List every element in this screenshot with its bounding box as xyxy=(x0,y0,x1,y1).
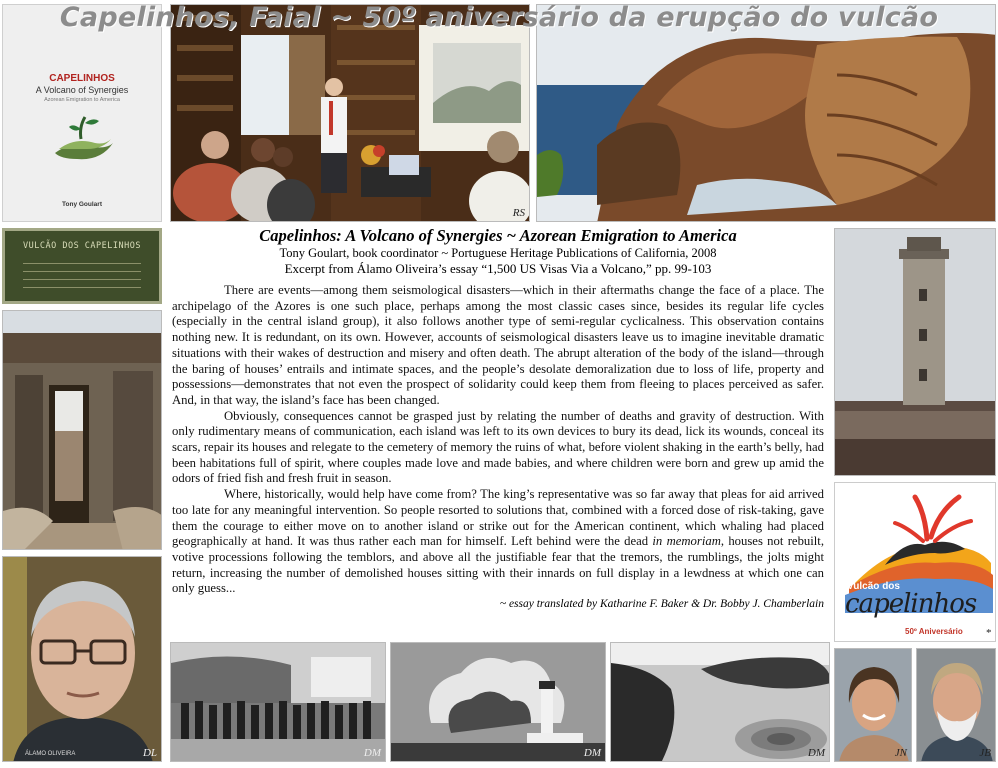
crater-photo xyxy=(610,642,830,762)
photo-credit-dm-3: DM xyxy=(807,747,825,759)
article-title: Capelinhos: A Volcano of Synergies ~ Azorean Emigration to America xyxy=(259,226,737,245)
vulcao-capelinhos-logo xyxy=(834,482,996,642)
ruined-doorway-photo xyxy=(2,310,162,550)
capelinhos-lighthouse-photo xyxy=(834,228,996,476)
logo-anniversary: 50º Aniversário xyxy=(905,627,963,636)
article-byline: Tony Goulart, book coordinator ~ Portuguese Heritage Publications of California, 2008 xyxy=(279,246,717,260)
photo-credit-jn: JN xyxy=(894,747,907,759)
in-memoriam-emphasis: in memoriam xyxy=(652,534,721,549)
photo-credit-jb: JB xyxy=(979,747,991,759)
article-excerpt-source: Excerpt from Álamo Oliveira’s essay “1,500 US Visas Via a Volcano,” pp. 99-103 xyxy=(284,261,712,276)
portrait-bobby-chamberlain xyxy=(916,648,996,762)
article xyxy=(172,226,824,638)
logo-name-main: capelinhos xyxy=(845,589,977,619)
portrait-katharine-baker xyxy=(834,648,912,762)
logo-credit: * xyxy=(985,627,991,639)
article-paragraph-3: Where, historically, would help have come from? The king’s representative was so far away that pleas for aid arrived too late for any meaningful intervention. So people resorted to solutions that, combined with a forced dose of risk-taking, gave them the courage to either move on to another island or strike out for the American continent, which whaling had placed geographically at hand. It was thus rather each man for himself. Left behind were the dead in memoriam, houses not rebuilt, votive processions following the temblors, and above all the justifiable fear that the tremors, the rumblings, the jolts might return, increasing the number of demolished houses sitting with their innards on full display in a lewdness at which one can only guess... xyxy=(172,487,824,596)
article-paragraph-2: Obviously, consequences cannot be grasped just by relating the number of deaths and gravity of destruction. With only rudimentary means of communication, each island was left to its own devices to bury its dead, lick its wounds, conceal its scars, repair its houses and relegate to the cemetery of memory the ruins of what, before violent shaking in the earth’s belly, had been habitations full of spirit, where couples made love and made babies, and where children were born and grew up amid the odors of fried fish and fresh fruit in season. xyxy=(172,408,824,486)
photo-credit-dm-2: DM xyxy=(583,747,601,759)
book-subtitle: A Volcano of Synergies xyxy=(35,85,129,95)
book-author: Tony Goulart xyxy=(62,201,102,208)
photo-credit-dm-1: DM xyxy=(363,747,381,759)
photo-credit-dl: DL xyxy=(142,747,157,759)
portrait-caption: ÁLAMO OLIVEIRA xyxy=(25,751,76,757)
book-tagline: Azorean Emigration to America xyxy=(44,97,120,103)
vulcao-plaque xyxy=(2,228,162,304)
page-banner-title: Capelinhos, Faial ~ 50º aniversário da erupção do vulcão xyxy=(59,2,939,33)
translation-note: ~ essay translated by Katharine F. Baker & Dr. Bobby J. Chamberlain xyxy=(499,598,824,611)
article-paragraph-1: There are events—among them seismological disasters—which in their aftermaths change the face of a place. The archipelago of the Azores is one such place, perhaps among the most classic cases since, besides its regular life cycles (especially in the central island group), it also follows another type of semi-regular cyclicalness. This observation contains nothing new. It is redundant, on its own. However, accounts of seismological disasters leave us to imagine inevitable dramatic situations with their wakes of destruction and misery and often death. The abrupt alteration of the body of the island—through the baring of houses’ entrails and intimate spaces, and the people’s desolate demoralization due to loss of life, property and possessions—demonstrates that not even the prospect of solidarity could keep them from fleeing to places perceived as safer. And, in that way, the island’s face has been changed. xyxy=(172,283,824,407)
procession-photo xyxy=(170,642,386,762)
logo-name-top: Vulcão dos xyxy=(847,581,900,592)
book-logo-icon xyxy=(51,109,115,165)
portrait-alamo-oliveira xyxy=(2,556,162,762)
plaque-heading: VULCÃO DOS CAPELINHOS xyxy=(23,241,141,251)
lighthouse-eruption-photo xyxy=(390,642,606,762)
book-title: CAPELINHOS xyxy=(49,73,115,84)
photo-credit-rs: RS xyxy=(512,207,525,219)
